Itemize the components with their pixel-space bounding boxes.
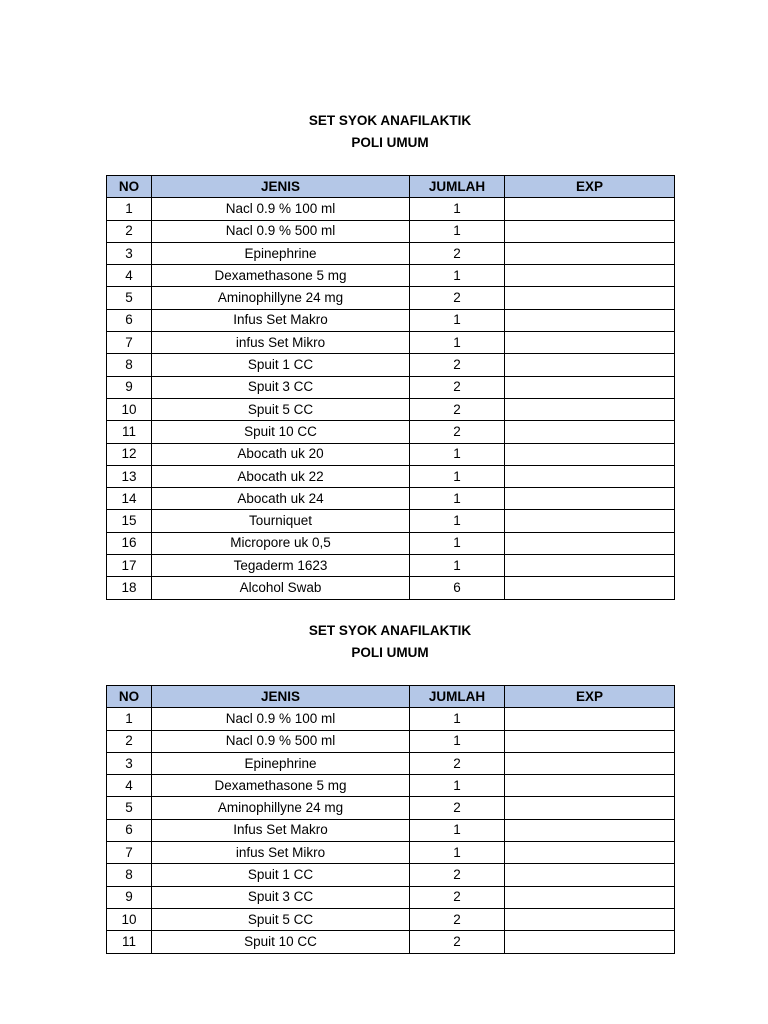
table-row [107,864,675,886]
cell-jenis: Infus Set Makro [152,309,410,331]
cell-no: 2 [107,730,152,752]
cell-exp [505,555,675,577]
cell-exp [505,265,675,287]
cell-exp [505,465,675,487]
cell-no: 12 [107,443,152,465]
table-row [107,532,675,554]
cell-no: 4 [107,265,152,287]
cell-exp [505,819,675,841]
table-row [107,265,675,287]
cell-jumlah: 1 [410,488,505,510]
cell-no: 11 [107,931,152,953]
table-row [107,730,675,752]
cell-no: 9 [107,886,152,908]
header-no: NO [107,686,152,708]
cell-jenis: Aminophillyne 24 mg [152,287,410,309]
cell-exp [505,797,675,819]
cell-jumlah: 2 [410,864,505,886]
cell-exp [505,775,675,797]
cell-exp [505,309,675,331]
cell-jenis: Dexamethasone 5 mg [152,775,410,797]
cell-exp [505,532,675,554]
table-body [107,708,675,953]
cell-jenis: Spuit 10 CC [152,931,410,953]
cell-jumlah: 2 [410,421,505,443]
cell-exp [505,488,675,510]
cell-jumlah: 1 [410,465,505,487]
table-row [107,220,675,242]
cell-no: 7 [107,332,152,354]
document-title: SET SYOK ANAFILAKTIK [308,623,472,638]
cell-exp [505,752,675,774]
table-header-row [107,686,675,708]
cell-jumlah: 2 [410,931,505,953]
table-row [107,908,675,930]
cell-jenis: Nacl 0.9 % 100 ml [152,708,410,730]
table-row [107,242,675,264]
table-row [107,819,675,841]
cell-exp [505,220,675,242]
cell-exp [505,198,675,220]
cell-jumlah: 2 [410,398,505,420]
cell-no: 15 [107,510,152,532]
cell-no: 3 [107,242,152,264]
cell-no: 10 [107,398,152,420]
cell-jumlah: 2 [410,797,505,819]
cell-exp [505,577,675,599]
cell-no: 1 [107,198,152,220]
cell-no: 5 [107,287,152,309]
cell-jumlah: 6 [410,577,505,599]
table-row [107,577,675,599]
cell-exp [505,931,675,953]
cell-jumlah: 2 [410,354,505,376]
cell-no: 11 [107,421,152,443]
cell-exp [505,443,675,465]
cell-jenis: Nacl 0.9 % 500 ml [152,220,410,242]
table-row [107,842,675,864]
cell-exp [505,398,675,420]
cell-jenis: Spuit 5 CC [152,398,410,420]
cell-jumlah: 1 [410,198,505,220]
section-2 [106,620,674,954]
table-row [107,510,675,532]
cell-no: 2 [107,220,152,242]
cell-jenis: infus Set Mikro [152,332,410,354]
header-jumlah: JUMLAH [410,686,505,708]
cell-no: 6 [107,309,152,331]
cell-jenis: Spuit 3 CC [152,376,410,398]
cell-no: 1 [107,708,152,730]
cell-jumlah: 1 [410,309,505,331]
header-exp: EXP [505,176,675,198]
cell-exp [505,864,675,886]
cell-no: 18 [107,577,152,599]
cell-jenis: Infus Set Makro [152,819,410,841]
cell-jumlah: 1 [410,842,505,864]
cell-jumlah: 2 [410,908,505,930]
table-row [107,376,675,398]
cell-no: 9 [107,376,152,398]
cell-exp [505,730,675,752]
cell-exp [505,908,675,930]
table-row [107,354,675,376]
table-row [107,775,675,797]
table-row [107,287,675,309]
cell-jumlah: 1 [410,443,505,465]
cell-jenis: Micropore uk 0,5 [152,532,410,554]
table-row [107,309,675,331]
cell-jumlah: 1 [410,708,505,730]
cell-no: 8 [107,864,152,886]
cell-jumlah: 1 [410,555,505,577]
cell-jenis: Spuit 1 CC [152,354,410,376]
header-exp: EXP [505,686,675,708]
table-row [107,488,675,510]
table-row [107,421,675,443]
cell-no: 16 [107,532,152,554]
cell-no: 7 [107,842,152,864]
cell-exp [505,708,675,730]
table-row [107,708,675,730]
cell-exp [505,242,675,264]
cell-exp [505,354,675,376]
inventory-table [106,685,675,954]
cell-jenis: Epinephrine [152,242,410,264]
cell-jenis: Spuit 10 CC [152,421,410,443]
cell-jenis: Nacl 0.9 % 100 ml [152,198,410,220]
cell-no: 13 [107,465,152,487]
cell-jenis: Abocath uk 22 [152,465,410,487]
cell-jumlah: 2 [410,886,505,908]
table-row [107,198,675,220]
cell-jenis: Abocath uk 20 [152,443,410,465]
cell-jenis: Alcohol Swab [152,577,410,599]
cell-jumlah: 1 [410,332,505,354]
document-subtitle: POLI UMUM [351,135,429,150]
header-jenis: JENIS [152,686,410,708]
cell-jenis: Epinephrine [152,752,410,774]
table-header-row [107,176,675,198]
table-row [107,797,675,819]
table-body [107,198,675,599]
cell-jumlah: 1 [410,510,505,532]
cell-exp [505,886,675,908]
cell-jumlah: 2 [410,376,505,398]
cell-no: 3 [107,752,152,774]
cell-jumlah: 1 [410,819,505,841]
cell-jumlah: 2 [410,287,505,309]
section-1 [106,110,674,600]
table-row [107,555,675,577]
header-no: NO [107,176,152,198]
cell-no: 4 [107,775,152,797]
cell-no: 8 [107,354,152,376]
cell-no: 14 [107,488,152,510]
table-row [107,332,675,354]
header-jenis: JENIS [152,176,410,198]
cell-no: 10 [107,908,152,930]
document-subtitle: POLI UMUM [351,645,429,660]
cell-exp [505,332,675,354]
cell-jenis: Spuit 1 CC [152,864,410,886]
cell-jenis: Spuit 5 CC [152,908,410,930]
header-jumlah: JUMLAH [410,176,505,198]
table-row [107,931,675,953]
document-title: SET SYOK ANAFILAKTIK [308,113,472,128]
cell-jumlah: 1 [410,220,505,242]
cell-jenis: Spuit 3 CC [152,886,410,908]
cell-jumlah: 2 [410,242,505,264]
cell-exp [505,376,675,398]
cell-exp [505,842,675,864]
cell-jumlah: 2 [410,752,505,774]
table-row [107,398,675,420]
cell-no: 5 [107,797,152,819]
table-row [107,752,675,774]
cell-jenis: Tegaderm 1623 [152,555,410,577]
cell-jumlah: 1 [410,532,505,554]
cell-no: 6 [107,819,152,841]
cell-jenis: Tourniquet [152,510,410,532]
cell-no: 17 [107,555,152,577]
cell-jumlah: 1 [410,775,505,797]
cell-jenis: Abocath uk 24 [152,488,410,510]
table-row [107,465,675,487]
cell-exp [505,510,675,532]
cell-jenis: Dexamethasone 5 mg [152,265,410,287]
cell-exp [505,421,675,443]
cell-jenis: Nacl 0.9 % 500 ml [152,730,410,752]
cell-exp [505,287,675,309]
cell-jenis: Aminophillyne 24 mg [152,797,410,819]
cell-jenis: infus Set Mikro [152,842,410,864]
table-row [107,886,675,908]
inventory-table [106,175,675,600]
cell-jumlah: 1 [410,730,505,752]
cell-jumlah: 1 [410,265,505,287]
table-row [107,443,675,465]
